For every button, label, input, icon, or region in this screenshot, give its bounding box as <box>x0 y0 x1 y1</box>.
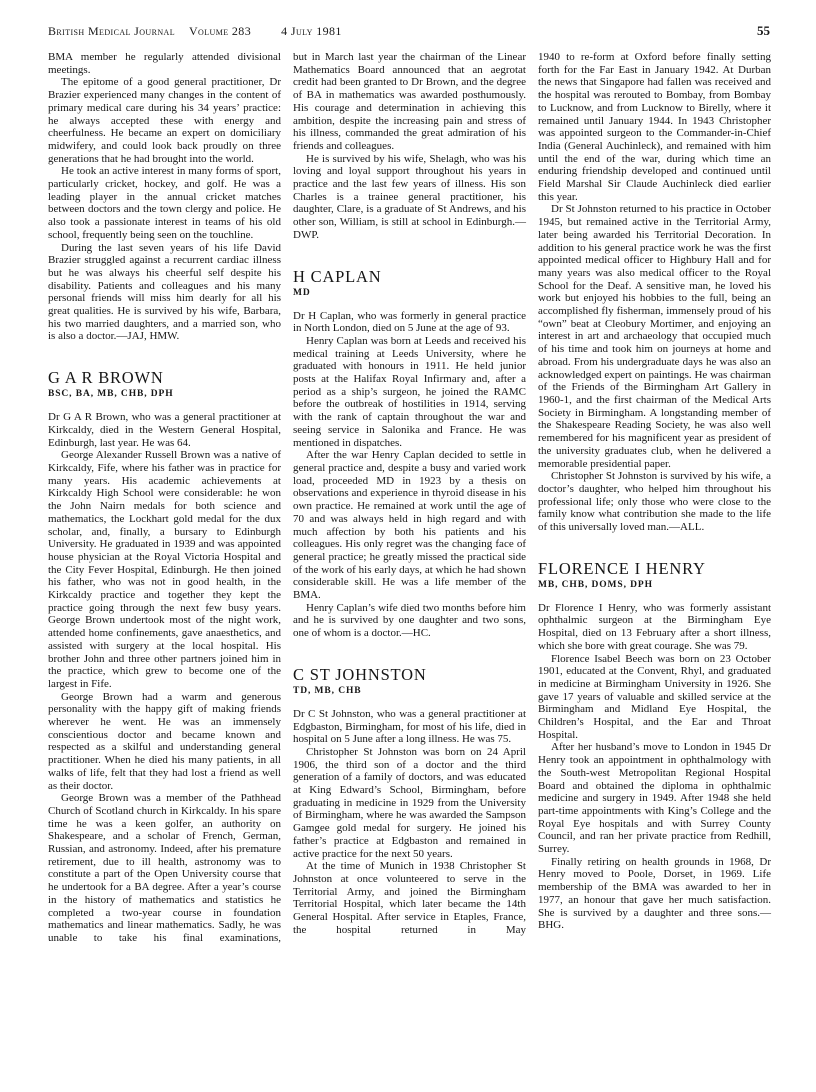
paragraph: The epitome of a good general practitioner, Dr Brazier experienced many changes in the content of primary medical care during his 34 years’ practice: he always accepted these with energy and cheerfulness. He became an expert on domiciliary midwifery, and could look back proudly on three generations that he had brought into the world. <box>48 76 281 165</box>
paragraph: George Alexander Russell Brown was a native of Kirkcaldy, Fife, where his father was in practice for many years. His academic achievements at Kirkcaldy High School were considerable: he won the John Nairn medals for both science and mathematics, the Lockhart gold medal for the dux scholar, and, finally, a bursary to Edinburgh University. He graduated in 1939 and was appointed house physician at the Royal Victoria Hospital and the City Fever Hospital, Edinburgh. He then joined his father, who was not in good health, in the Kirkcaldy practice and together they kept the practice going through the next few busy years. George Brown undertook most of the night work, attended home confinements, gave anaesthetics, and assisted with surgery at the local hospital. His brother John and three other partners joined him in the practice, which grew to become one of the largest in Fife. <box>48 449 281 690</box>
paragraph: Dr G A R Brown, who was a general practitioner at Kirkcaldy, died in the Western General Hospital, Edinburgh, last year. He was 64. <box>48 411 281 449</box>
paragraph: At the time of Munich in 1938 Christopher St Johnston at once volunteered to serve in the Territorial Army, and joined the Birmingham Territorial Hospital, which later became the 14th General Hospital. After service in Etaples, France, the hospital returned in May <box>293 860 526 936</box>
paragraph: Florence Isabel Beech was born on 23 October 1901, educated at the Convent, Rhyl, and graduated in medicine at Birmingham University in 1926. She gave 17 years of valuable and skilled service at the Birmingham and Midland Eye Hospital, the Children’s Hospital, and the Ear and Throat Hospital. <box>538 652 771 741</box>
paragraph: Christopher St Johnston is survived by his wife, a doctor’s daughter, who helped him throughout his professional life; only those who were close to the family know what contribution she made to the life of this universally loved man.—ALL. <box>538 470 771 534</box>
obituary-heading: H CAPLAN <box>293 266 382 286</box>
running-head <box>48 24 770 38</box>
paragraph: After the war Henry Caplan decided to settle in general practice and, despite a busy and varied work load, proceeded MD in 1923 by a thesis on observations and experience in thyroid disease in his own practice. He remained at work until the age of 70 and was always held in high regard and with much affection by both his patients and his colleagues. His only regret was the changing face of general practice; he greatly missed the practical side of the work of his early days, at which he had shown considerable skill. He was a life member of the BMA. <box>293 449 526 602</box>
paragraph: Henry Caplan’s wife died two months before him and he is survived by one daughter and two sons, one of whom is a doctor.—HC. <box>293 601 526 640</box>
obituary-heading: C ST JOHNSTON <box>293 664 427 684</box>
text-columns <box>48 51 770 945</box>
paragraph: Dr St Johnston returned to his practice in October 1945, but remained active in the Territorial Army, later being awarded his Territorial Decoration. In addition to his general practice work he was the first appointed medical officer to Highbury Hall and for many years was also medical officer to the Royal School for the Deaf. A sensitive man, he loved his work but enjoyed his hobbies to the full, being an accomplished fly fisherman, immensely proud of his “own” beat at Cleobury Mortimer, and enjoying an interest in art and archaeology that occupied much of his time and took him on journeys at home and abroad. From his undergraduate days he was also an acknowledged expert on paintings. He was chairman of the Friends of the Birmingham Art Gallery in 1960-1, and the first chairman of the Medical Arts Society in Birmingham. A longstanding member of the Shakespeare Reading Society, he was also well remembered for his magnificent year as president of the university graduates club, when he delivered a memorable presidential paper. <box>538 203 771 470</box>
obituary-heading: FLORENCE I HENRY <box>538 558 706 578</box>
paragraph: George Brown was a member of the Pathhead Church of Scotland church in Kirkcaldy. In his spare time he was a keen golfer, an authority on Shakespeare, and a scholar of French, German, Russian, and astronomy. Indeed, after his premature retirement, due to ill health, astronomy was to constitute a part of the Open University course that he undertook for a BA degree. After a year’s course in the history of mathematics and statistics he completed a two-year course in foundation mathematics and linear mathematics. Sadly, he was unable to take his final examinations, <box>48 792 281 944</box>
page-number: 55 <box>757 23 770 38</box>
paragraph: Dr C St Johnston, who was a general practitioner at Edgbaston, Birmingham, for most of his life, died in hospital on 5 June after a long illness. He was 75. <box>293 707 526 746</box>
paragraph: Dr Florence I Henry, who was formerly assistant ophthalmic surgeon at the Birmingham Eye Hospital, died on 13 February after a short illness, which she bore with great courage. She was 79. <box>538 601 771 652</box>
issue-date: 4 July 1981 <box>281 24 342 38</box>
paragraph: During the last seven years of his life David Brazier struggled against a recurrent cardiac illness but he was always his cheerful self despite his disability. Patients and colleagues and his many personal friends will miss him dearly for all his great qualities. He is survived by his wife, Barbara, his two married daughters, and a married son, who is also a doctor.—JAJ, HMW. <box>48 241 281 343</box>
obituary-qualifications: MB, CHB, DOMS, DPH <box>538 579 653 590</box>
paragraph: Christopher St Johnston was born on 24 April 1906, the third son of a doctor and the third generation of a family of doctors, and was educated at King Edward’s School, Birmingham, before graduating in medicine in 1929 from the University of Birmingham, where he was awarded the Sampson Gamgee gold medal for surgery. He joined his father’s practice at Edgbaston and remained in active practice for the next 50 years. <box>293 745 526 860</box>
paragraph: Dr H Caplan, who was formerly in general practice in North London, died on 5 June at the age of 93. <box>293 309 526 335</box>
text-column-1 <box>48 51 281 945</box>
journal-title: British Medical Journal <box>48 24 175 38</box>
paragraph: 1940 to re-form at Oxford before finally setting forth for the Far East in January 1942. At Durban the news that Singapore had fallen was received and the hospital was rerouted to Bombay, from Bombay to Lucknow, and from Lucknow to Birelly, where it remained until January 1944. In 1943 Christopher was appointed surgeon to the Commander-in-Chief India (General Auchinleck), and remained with him until the end of the war, during which time an enduring friendship developed and continued until Field Marshal Sir Claude Auchinleck died earlier this year. <box>538 51 771 203</box>
text-column-2 <box>293 51 526 945</box>
paragraph: George Brown had a warm and generous personality with the happy gift of making friends wherever he went. He was an immensely conscientious doctor and became known and respected as a skilful and understanding general practitioner. When he died his many patients, in all walks of life, felt that they had lost a friend as well as their doctor. <box>48 690 281 792</box>
paragraph: Finally retiring on health grounds in 1968, Dr Henry moved to Poole, Dorset, in 1969. Life membership of the BMA was awarded to her in 1977, an honour that gave her much satisfaction. She is survived by a daughter and three sons.—BHG. <box>538 855 771 932</box>
obituary-qualifications: TD, MB, CHB <box>293 685 362 696</box>
paragraph: but in March last year the chairman of the Linear Mathematics Board announced that an aegrotat credit had been granted to Dr Brown, and the degree of BA in mathematics was awarded posthumously. His courage and determination in achieving this ambition, despite the increasing pain and stress of his illness, commanded the great admiration of his friends and colleagues. <box>293 51 526 152</box>
paragraph: He took an active interest in many forms of sport, particularly cricket, hockey, and golf. He was a leading player in the annual cricket matches between doctors and the town clergy and police. He also took a passionate interest in teams of his old school, frequently being seen on the touchline. <box>48 165 281 241</box>
volume-label: Volume 283 <box>188 24 252 38</box>
obituary-qualifications: MD <box>293 287 311 298</box>
paragraph: BMA member he regularly attended divisional meetings. <box>48 51 281 76</box>
paragraph: He is survived by his wife, Shelagh, who was his loving and loyal support throughout his years in practice and the last few years of illness. His son Charles is a trainee general practitioner, his daughter, Clare, is a graduate of St Andrews, and his other son, William, is still at school in Edinburgh.—DWP. <box>293 152 526 241</box>
obituary-qualifications: BSC, BA, MB, CHB, DPH <box>48 389 174 400</box>
paragraph: After her husband’s move to London in 1945 Dr Henry took an appointment in ophthalmology with the South-west Metropolitan Regional Hospital Board and obtained the diploma in ophthalmic medicine and surgery in 1949. After 1948 she held part-time appointments with King’s College and the Royal Eye hospitals and with Surrey County Council, and ran her private practice from Redhill, Surrey. <box>538 741 771 856</box>
text-column-3 <box>538 51 771 945</box>
paragraph: Henry Caplan was born at Leeds and received his medical training at Leeds University, where he graduated with honours in 1911. He held junior posts at the Halifax Royal Infirmary and, after a period as a ship’s surgeon, he joined the RAMC before the outbreak of hostilities in 1914, serving with the rank of captain throughout the war and seeing service in Salonika and France. He was mentioned in dispatches. <box>293 334 526 449</box>
obituary-heading: G A R BROWN <box>48 368 164 388</box>
